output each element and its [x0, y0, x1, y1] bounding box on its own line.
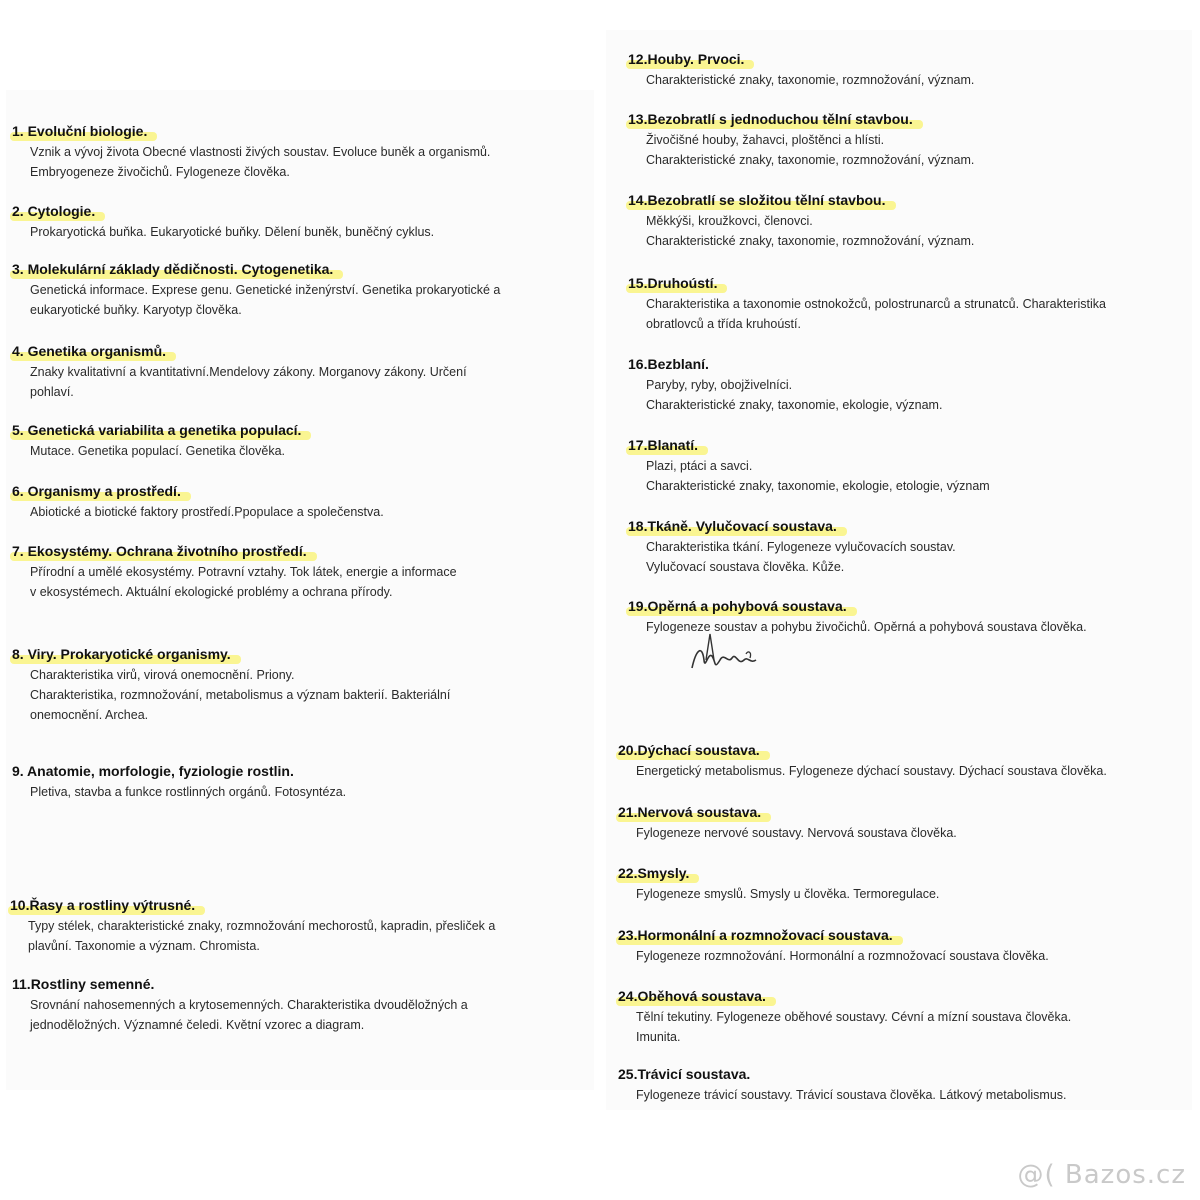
topic-title [628, 597, 847, 615]
topic-description [30, 562, 457, 602]
description-line: Prokaryotická buňka. Eukaryotické buňky. Dělení buněk, buněčný cyklus. [30, 225, 435, 239]
topic-25 [618, 1065, 1067, 1105]
description-line: Fylogeneze rozmnožování. Hormonální a rozmnožovací soustava člověka. [636, 949, 1049, 963]
topic-22 [618, 864, 939, 904]
topic-title-text: 21.Nervová soustava. [618, 804, 762, 820]
description-line: Měkkýši, kroužkovci, členovci. [646, 214, 813, 228]
description-line: Srovnání nahosemenných a krytosemenných. Charakteristika dvouděložných a [30, 998, 468, 1012]
topic-5 [12, 421, 301, 461]
description-line: pohlaví. [30, 385, 74, 399]
description-line: v ekosystémech. Aktuální ekologické problémy a ochrana přírody. [30, 585, 393, 599]
topic-title [618, 926, 893, 944]
topic-title [12, 482, 181, 500]
topic-description [646, 294, 1106, 334]
topic-title [12, 260, 333, 278]
description-line: Fylogeneze trávicí soustavy. Trávicí soustava člověka. Látkový metabolismus. [636, 1088, 1067, 1102]
description-line: Embryogeneze živočichů. Fylogeneze člověka. [30, 165, 290, 179]
topic-description [636, 761, 1107, 781]
topic-title [628, 517, 837, 535]
description-line: Fylogeneze soustav a pohybu živočichů. Opěrná a pohybová soustava člověka. [646, 620, 1087, 634]
description-line: Charakteristické znaky, taxonomie, rozmnožování, význam. [646, 234, 975, 248]
topic-10 [10, 896, 495, 956]
topic-title-text: 12.Houby. Prvoci. [628, 51, 745, 67]
topic-description [30, 502, 384, 522]
topic-title-text: 13.Bezobratlí s jednoduchou tělní stavbou. [628, 111, 913, 127]
topic-title-text: 5. Genetická variabilita a genetika populací. [12, 422, 302, 438]
topic-description [636, 946, 1049, 966]
description-line: jednoděložných. Významné čeledi. Květní vzorec a diagram. [30, 1018, 365, 1032]
topic-title-text: 20.Dýchací soustava. [618, 742, 760, 758]
description-line: Charakteristika a taxonomie ostnokožců, polostrunarců a strunatců. Charakteristika [646, 297, 1106, 311]
description-line: onemocnění. Archea. [30, 708, 149, 722]
topic-18 [628, 517, 956, 577]
topic-title-text: 9. Anatomie, morfologie, fyziologie rostlin. [12, 763, 294, 779]
topic-title-text: 11.Rostliny semenné. [12, 976, 155, 992]
topic-title [618, 864, 689, 882]
topic-14 [628, 191, 974, 251]
topic-8 [12, 645, 450, 725]
topic-description [30, 995, 468, 1035]
topic-title [12, 421, 301, 439]
topic-description [30, 222, 434, 242]
signature [686, 630, 776, 680]
topic-title-text: 15.Druhoústí. [628, 275, 718, 291]
topic-description [636, 884, 939, 904]
watermark: @( Bazos.cz [1017, 1160, 1186, 1190]
topic-title [618, 803, 761, 821]
topic-11 [12, 975, 468, 1035]
topic-21 [618, 803, 957, 843]
topic-title-text: 7. Ekosystémy. Ochrana životního prostředí. [12, 543, 307, 559]
topic-description [30, 782, 346, 802]
topic-13 [628, 110, 974, 170]
description-line: obratlovců a třída kruhoústí. [646, 317, 801, 331]
description-line: Charakteristické znaky, taxonomie, rozmnožování, význam. [646, 73, 975, 87]
description-line: Genetická informace. Exprese genu. Genetické inženýrství. Genetika prokaryotické a [30, 283, 501, 297]
topic-title [12, 542, 307, 560]
topic-16 [628, 355, 942, 415]
topic-title-text: 24.Oběhová soustava. [618, 988, 766, 1004]
topic-title [12, 975, 154, 993]
topic-description [30, 441, 301, 461]
topic-title-text: 25.Trávicí soustava. [618, 1066, 751, 1082]
topic-description [646, 375, 942, 415]
topic-title [628, 436, 698, 454]
topic-description [646, 130, 974, 170]
topic-title-text: 19.Opěrná a pohybová soustava. [628, 598, 847, 614]
topic-title [628, 274, 717, 292]
topic-15 [628, 274, 1106, 334]
description-line: Charakteristické znaky, taxonomie, rozmnožování, význam. [646, 153, 975, 167]
page-divider [596, 28, 604, 1118]
topic-title [618, 741, 760, 759]
topic-20 [618, 741, 1107, 781]
topic-title [628, 110, 913, 128]
topic-title [12, 202, 95, 220]
topic-title-text: 17.Blanatí. [628, 437, 699, 453]
topic-title-text: 4. Genetika organismů. [12, 343, 167, 359]
topic-description [646, 456, 990, 496]
topic-description [30, 665, 450, 725]
topic-title-text: 16.Bezblaní. [628, 356, 709, 372]
topic-6 [12, 482, 384, 522]
topic-title [628, 355, 709, 373]
topic-title-text: 23.Hormonální a rozmnožovací soustava. [618, 927, 893, 943]
description-line: Vylučovací soustava člověka. Kůže. [646, 560, 845, 574]
description-line: Paryby, ryby, obojživelníci. [646, 378, 793, 392]
description-line: Vznik a vývoj života Obecné vlastnosti živých soustav. Evoluce buněk a organismů. [30, 145, 491, 159]
topic-title-text: 14.Bezobratlí se složitou tělní stavbou. [628, 192, 886, 208]
topic-description [30, 142, 490, 182]
topic-1 [12, 122, 490, 182]
topic-title-text: 8. Viry. Prokaryotické organismy. [12, 646, 231, 662]
topic-4 [12, 342, 467, 402]
topic-title-text: 6. Organismy a prostředí. [12, 483, 181, 499]
topic-description [646, 537, 956, 577]
topic-title-text: 18.Tkáně. Vylučovací soustava. [628, 518, 837, 534]
description-line: Fylogeneze nervové soustavy. Nervová soustava člověka. [636, 826, 957, 840]
topic-3 [12, 260, 500, 320]
topic-title [628, 50, 744, 68]
description-line: Abiotické a biotické faktory prostředí.Ppopulace a společenstva. [30, 505, 384, 519]
description-line: Přírodní a umělé ekosystémy. Potravní vztahy. Tok látek, energie a informace [30, 565, 457, 579]
description-line: Plazi, ptáci a savci. [646, 459, 753, 473]
topic-title-text: 10.Řasy a rostliny výtrusné. [10, 897, 196, 913]
description-line: Energetický metabolismus. Fylogeneze dýchací soustavy. Dýchací soustava člověka. [636, 764, 1107, 778]
description-line: Tělní tekutiny. Fylogeneze oběhové soustavy. Cévní a mízní soustava člověka. [636, 1010, 1072, 1024]
description-line: Charakteristické znaky, taxonomie, ekologie, význam. [646, 398, 943, 412]
topic-title [12, 122, 147, 140]
topic-description [636, 1085, 1067, 1105]
description-line: Charakteristické znaky, taxonomie, ekologie, etologie, význam [646, 479, 990, 493]
topic-description [646, 211, 974, 251]
topic-title-text: 2. Cytologie. [12, 203, 96, 219]
topic-title [618, 987, 766, 1005]
description-line: Znaky kvalitativní a kvantitativní.Mendelovy zákony. Morganovy zákony. Určení [30, 365, 467, 379]
topic-title-text: 3. Molekulární základy dědičnosti. Cytogenetika. [12, 261, 334, 277]
description-line: Živočišné houby, žahavci, ploštěnci a hlísti. [646, 133, 885, 147]
topic-12 [628, 50, 974, 90]
topic-title [12, 645, 231, 663]
topic-description [636, 1007, 1071, 1047]
topic-title [628, 191, 886, 209]
topic-23 [618, 926, 1049, 966]
description-line: Imunita. [636, 1030, 681, 1044]
topic-7 [12, 542, 457, 602]
topic-17 [628, 436, 990, 496]
topic-title [618, 1065, 750, 1083]
topic-title-text: 1. Evoluční biologie. [12, 123, 148, 139]
topic-24 [618, 987, 1071, 1047]
topic-title [12, 342, 166, 360]
topic-description [30, 362, 467, 402]
description-line: Charakteristika virů, virová onemocnění. Priony. [30, 668, 295, 682]
description-line: Mutace. Genetika populací. Genetika člověka. [30, 444, 286, 458]
description-line: Charakteristika, rozmnožování, metabolismus a význam bakterií. Bakteriální [30, 688, 451, 702]
description-line: Fylogeneze smyslů. Smysly u člověka. Termoregulace. [636, 887, 940, 901]
topic-title [10, 896, 195, 914]
description-line: eukaryotické buňky. Karyotyp člověka. [30, 303, 242, 317]
description-line: plavůní. Taxonomie a význam. Chromista. [28, 939, 260, 953]
description-line: Charakteristika tkání. Fylogeneze vylučovacích soustav. [646, 540, 956, 554]
description-line: Typy stélek, charakteristické znaky, rozmnožování mechorostů, kapradin, přesliček a [28, 919, 496, 933]
topic-description [636, 823, 957, 843]
description-line: Pletiva, stavba a funkce rostlinných orgánů. Fotosyntéza. [30, 785, 347, 799]
topic-title [12, 762, 294, 780]
topic-description [30, 280, 500, 320]
topic-9 [12, 762, 346, 802]
topic-description [28, 916, 495, 956]
topic-title-text: 22.Smysly. [618, 865, 690, 881]
topic-description [646, 70, 974, 90]
topic-2 [12, 202, 434, 242]
